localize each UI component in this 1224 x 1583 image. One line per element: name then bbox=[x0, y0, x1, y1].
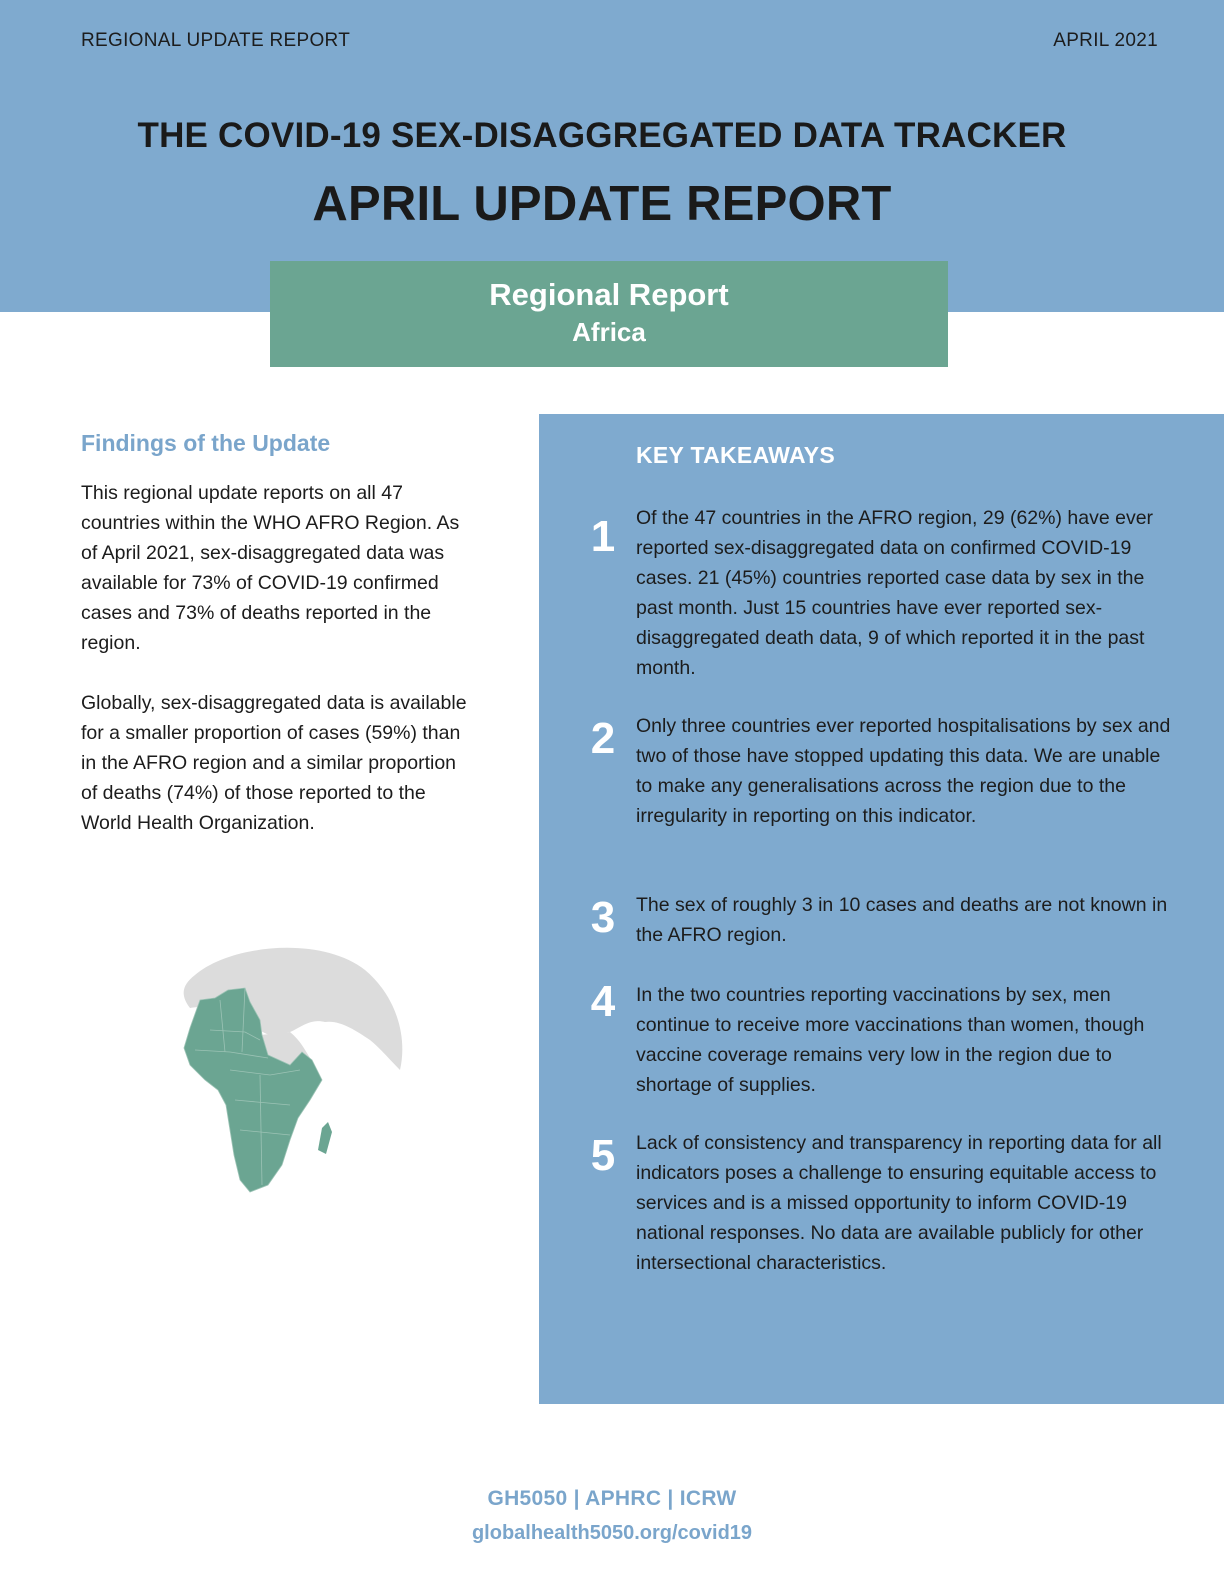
takeaway-number: 5 bbox=[590, 1131, 616, 1180]
report-type-label: REGIONAL UPDATE REPORT bbox=[81, 30, 351, 51]
globe-map-icon bbox=[150, 940, 415, 1205]
takeaway-number: 2 bbox=[590, 714, 616, 763]
takeaway-number: 1 bbox=[590, 512, 616, 561]
key-takeaways-panel bbox=[539, 414, 1224, 1404]
findings-paragraph: Globally, sex-disaggregated data is available for a smaller proportion of cases (59%) than in the AFRO region and a similar proportion of deaths (74%) of those reported to the World Health Organization. bbox=[81, 692, 467, 834]
takeaway-text: In the two countries reporting vaccinations by sex, men continue to receive more vaccinations than women, though vaccine coverage remains very low in the region due to shortage of supplies. bbox=[636, 984, 1145, 1096]
takeaway-text: Lack of consistency and transparency in reporting data for all indicators poses a challenge to ensuring equitable access to services and is a missed opportunity to inform COVID-19 national responses. No data are available publicly for other intersectional characteristics. bbox=[636, 1132, 1162, 1274]
footer-website-link[interactable]: globalhealth5050.org/covid19 bbox=[471, 1522, 753, 1544]
region-banner bbox=[270, 261, 948, 367]
takeaway-text: Only three countries ever reported hospitalisations by sex and two of those have stopped updating this data. We are unable to make any generalisations across the region due to the irregularity in reporting on this indicator. bbox=[636, 715, 1171, 827]
takeaway-number: 4 bbox=[590, 977, 616, 1026]
key-takeaways-heading: KEY TAKEAWAYS bbox=[636, 442, 836, 468]
findings-paragraph: This regional update reports on all 47 countries within the WHO AFRO Region. As of April 2021, sex-disaggregated data was available for 73% of COVID-19 confirmed cases and 73% of deaths reported in the region. bbox=[81, 482, 460, 654]
region-banner-title: Regional Report bbox=[489, 277, 729, 312]
takeaway-text: The sex of roughly 3 in 10 cases and deaths are not known in the AFRO region. bbox=[636, 894, 1168, 946]
report-date: APRIL 2021 bbox=[1053, 30, 1158, 51]
footer-organizations: GH5050 | APHRC | ICRW bbox=[487, 1487, 737, 1510]
report-title: THE COVID-19 SEX-DISAGGREGATED DATA TRACKER bbox=[137, 116, 1067, 155]
africa-globe-map bbox=[150, 940, 415, 1205]
madagascar-shape bbox=[318, 1122, 332, 1154]
region-banner-subtitle: Africa bbox=[572, 317, 646, 347]
takeaway-text: Of the 47 countries in the AFRO region, 29 (62%) have ever reported sex-disaggregated data on confirmed COVID-19 cases. 21 (45%) countries reported case data by sex in the past month. Just 15 countries have ever reported sex-disaggregated death data, 9 of which reported it in the past month. bbox=[636, 507, 1154, 679]
report-subtitle: APRIL UPDATE REPORT bbox=[312, 177, 892, 231]
takeaway-number: 3 bbox=[590, 893, 616, 942]
findings-heading: Findings of the Update bbox=[81, 430, 331, 456]
